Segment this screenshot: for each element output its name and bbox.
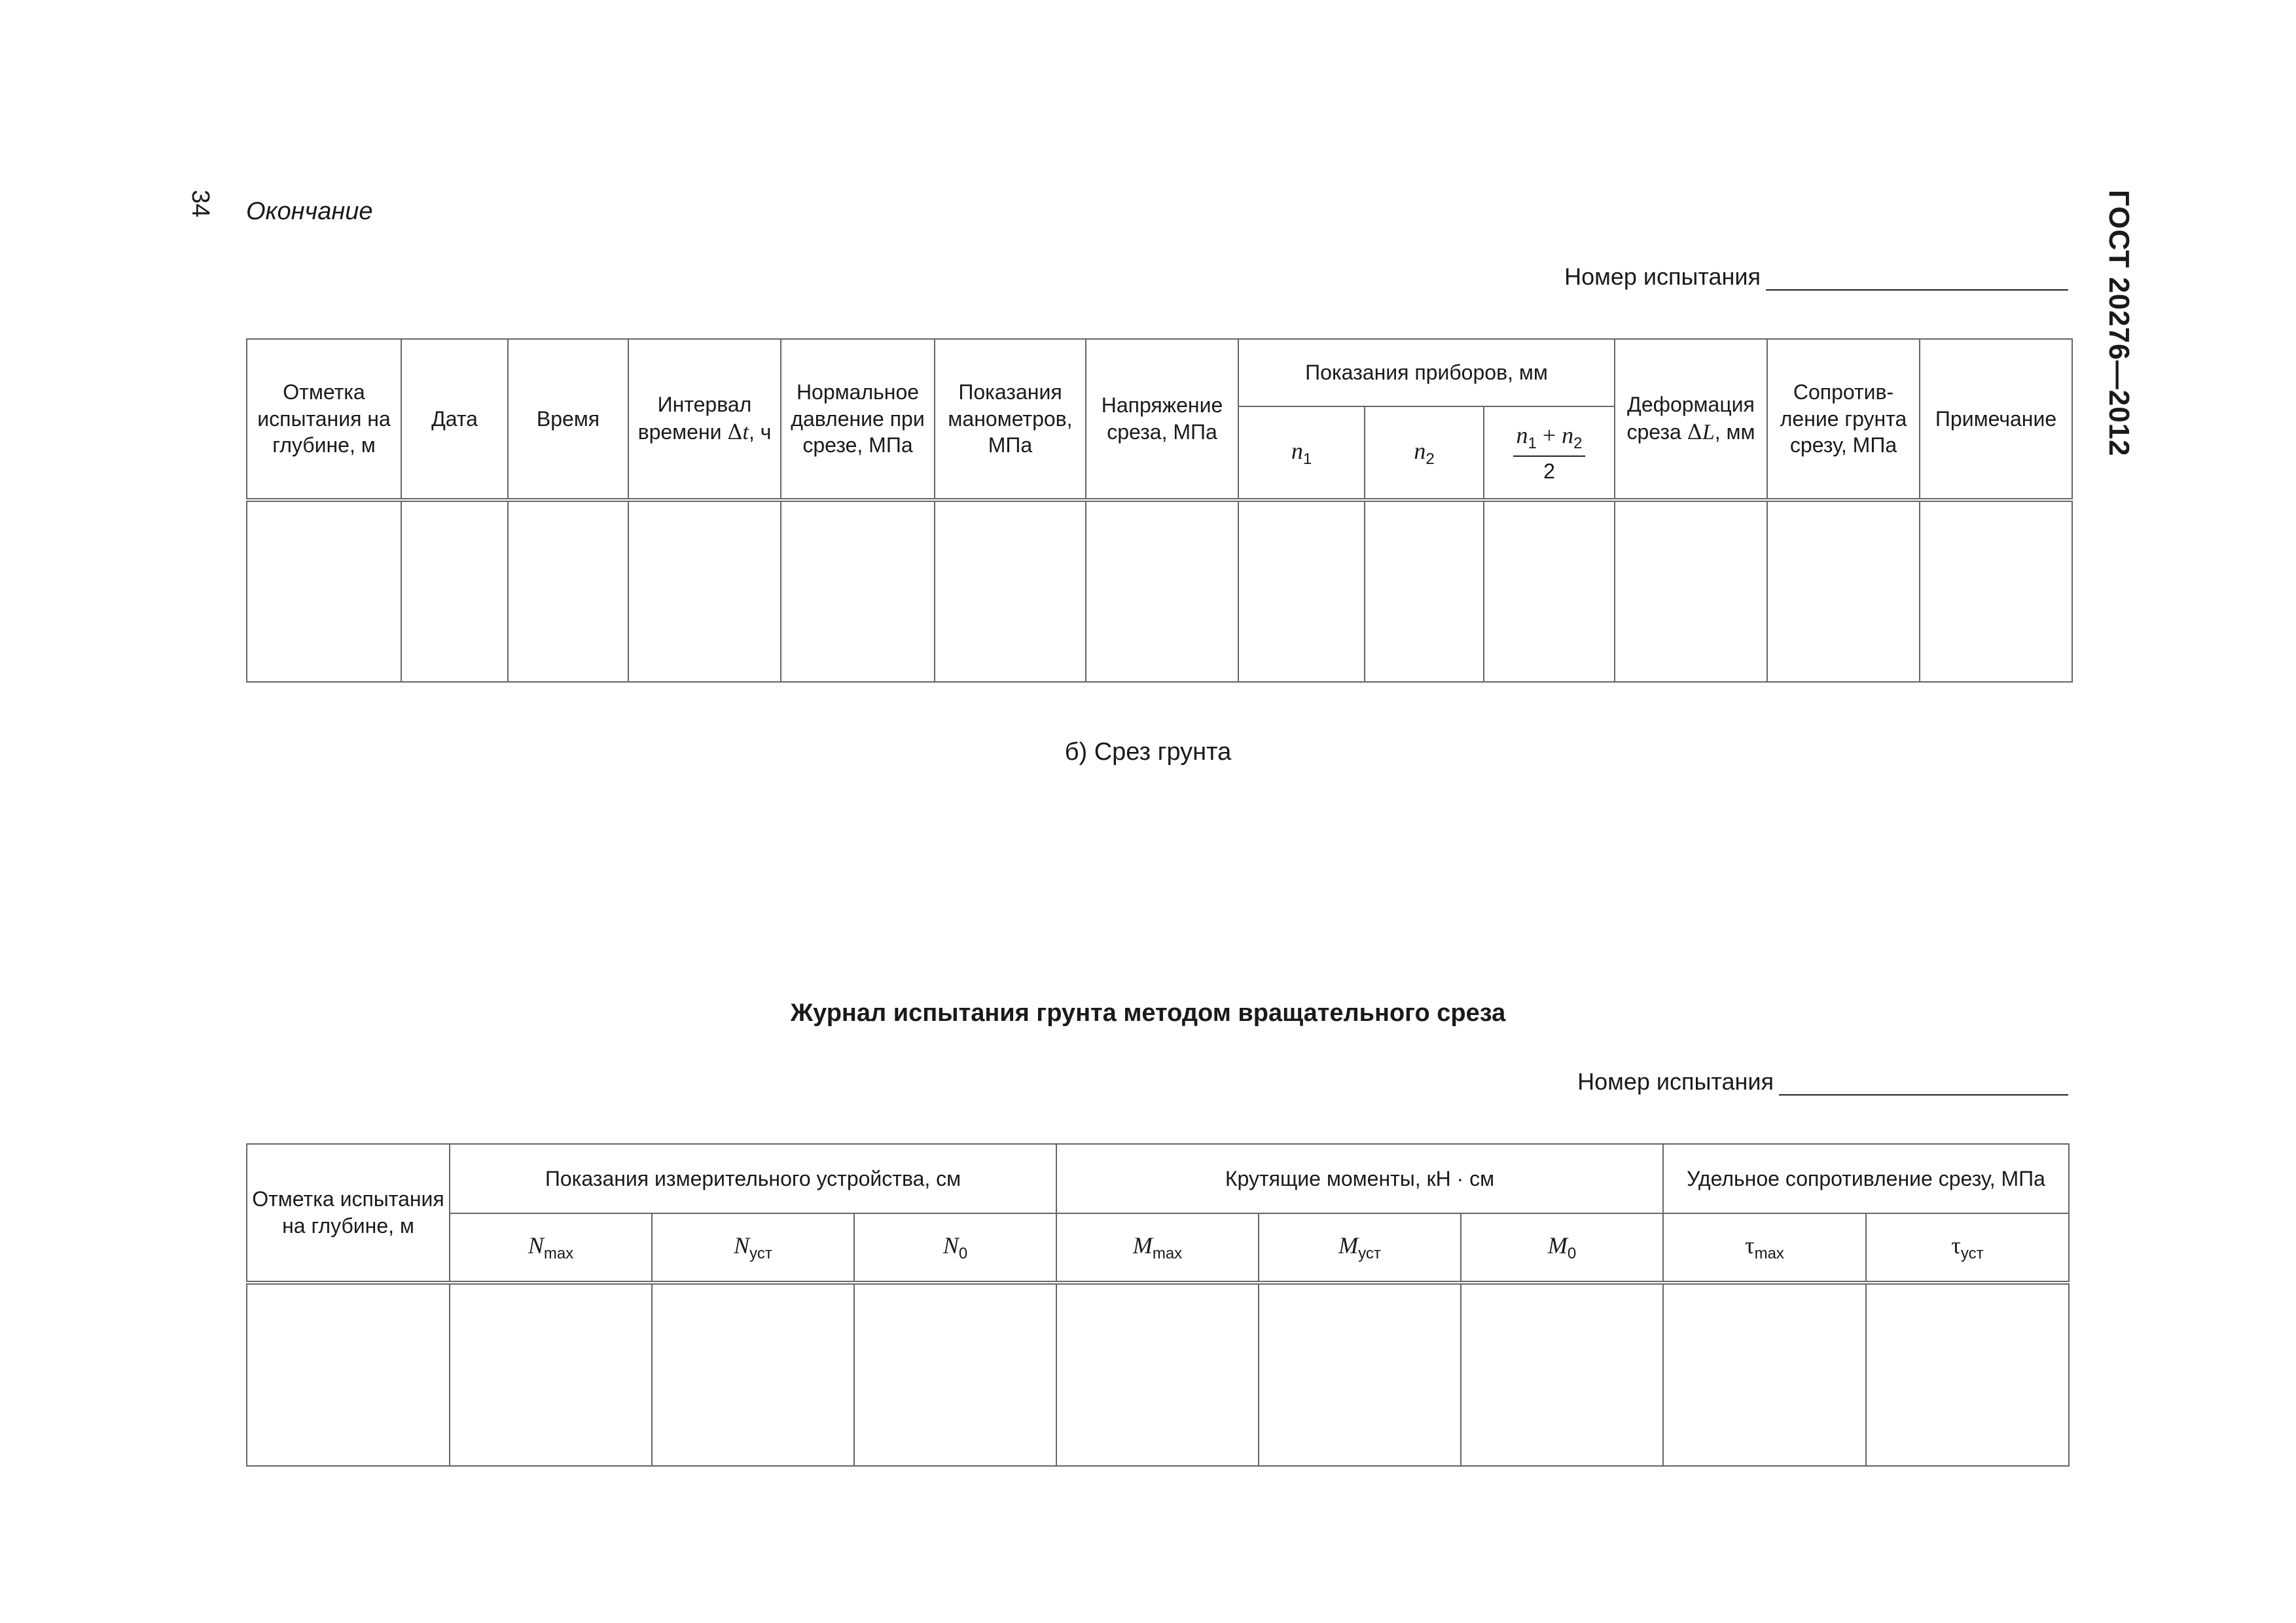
table-cell[interactable] [450,1283,652,1466]
col-n-max: $N_{max}$ [450,1213,652,1283]
col-tau-ust: $\tau_{уст}$ [1866,1213,2069,1283]
col-gauges: Показания манометров, МПа [935,339,1086,500]
col-interval: Интервал времени Δt, ч [628,339,781,500]
col-n-0: $N_0$ [854,1213,1056,1283]
trial-number-blank[interactable] [1766,266,2068,291]
col-deformation: Деформация среза ΔL, мм [1615,339,1767,500]
col-n1: $n_1$ [1238,406,1365,500]
table-cell[interactable] [1920,500,2072,682]
table-cell[interactable] [781,500,935,682]
table-cell[interactable] [1663,1283,1866,1466]
standard-code: ГОСТ 20276—2012 [2103,190,2135,457]
table-cell[interactable] [1767,500,1920,682]
col-n-ust: $N_{уст}$ [652,1213,854,1283]
trial-number-line-1 [1564,263,2068,291]
table-cell[interactable] [1365,500,1484,682]
table-cell[interactable] [1238,500,1365,682]
table-cell[interactable] [401,500,508,682]
table-cell[interactable] [935,500,1086,682]
col-instruments: Показания приборов, мм [1238,339,1615,406]
table-cell[interactable] [1259,1283,1461,1466]
continuation-label: Окончание [246,198,373,225]
table-row [247,500,2072,682]
col-resistance: Сопротив-ление грунта срезу, МПа [1767,339,1920,500]
table-cell[interactable] [1461,1283,1663,1466]
col-m-0: $M_0$ [1461,1213,1663,1283]
figure-caption: б) Срез грунта [1064,738,1232,766]
table-cell[interactable] [628,500,781,682]
journal-title: Журнал испытания грунта методом вращательного среза [790,999,1506,1027]
col-time: Время [508,339,628,500]
table-cell[interactable] [652,1283,854,1466]
page-number: 34 [187,190,214,218]
table-cell[interactable] [1056,1283,1259,1466]
col-elevation: Отметка испытания на глубине, м [247,1144,450,1283]
trial-number-line-2 [1577,1068,2068,1096]
table-cell[interactable] [247,500,401,682]
vane-shear-journal-table [246,1143,2070,1467]
col-elevation: Отметка испытания на глубине, м [247,339,401,500]
table-cell[interactable] [1484,500,1615,682]
trial-number-blank[interactable] [1779,1071,2068,1096]
col-torques: Крутящие моменты, кН · см [1056,1144,1663,1213]
col-tau-max: $\tau_{max}$ [1663,1213,1866,1283]
trial-number-label: Номер испытания [1577,1068,1774,1095]
col-note: Примечание [1920,339,2072,500]
col-device-readings: Показания измерительного устройства, см [450,1144,1056,1213]
col-date: Дата [401,339,508,500]
col-n2: $n_2$ [1365,406,1484,500]
col-normal-pressure: Нормальное давление при срезе, МПа [781,339,935,500]
table-cell[interactable] [1866,1283,2069,1466]
table-cell[interactable] [508,500,628,682]
shear-results-table [246,338,2073,683]
col-shear-stress: Напряжение среза, МПа [1086,339,1238,500]
col-m-ust: $M_{уст}$ [1259,1213,1461,1283]
n-average-fraction: $\frac{n_1 + n_2}{2}$ [1513,420,1585,485]
table-cell[interactable] [1615,500,1767,682]
table-row [247,1283,2069,1466]
trial-number-label: Номер испытания [1564,263,1761,290]
col-n-average [1484,406,1615,500]
col-m-max: $M_{max}$ [1056,1213,1259,1283]
col-specific-resistance: Удельное сопротивление срезу, МПа [1663,1144,2069,1213]
table-cell[interactable] [247,1283,450,1466]
table-cell[interactable] [854,1283,1056,1466]
table-cell[interactable] [1086,500,1238,682]
